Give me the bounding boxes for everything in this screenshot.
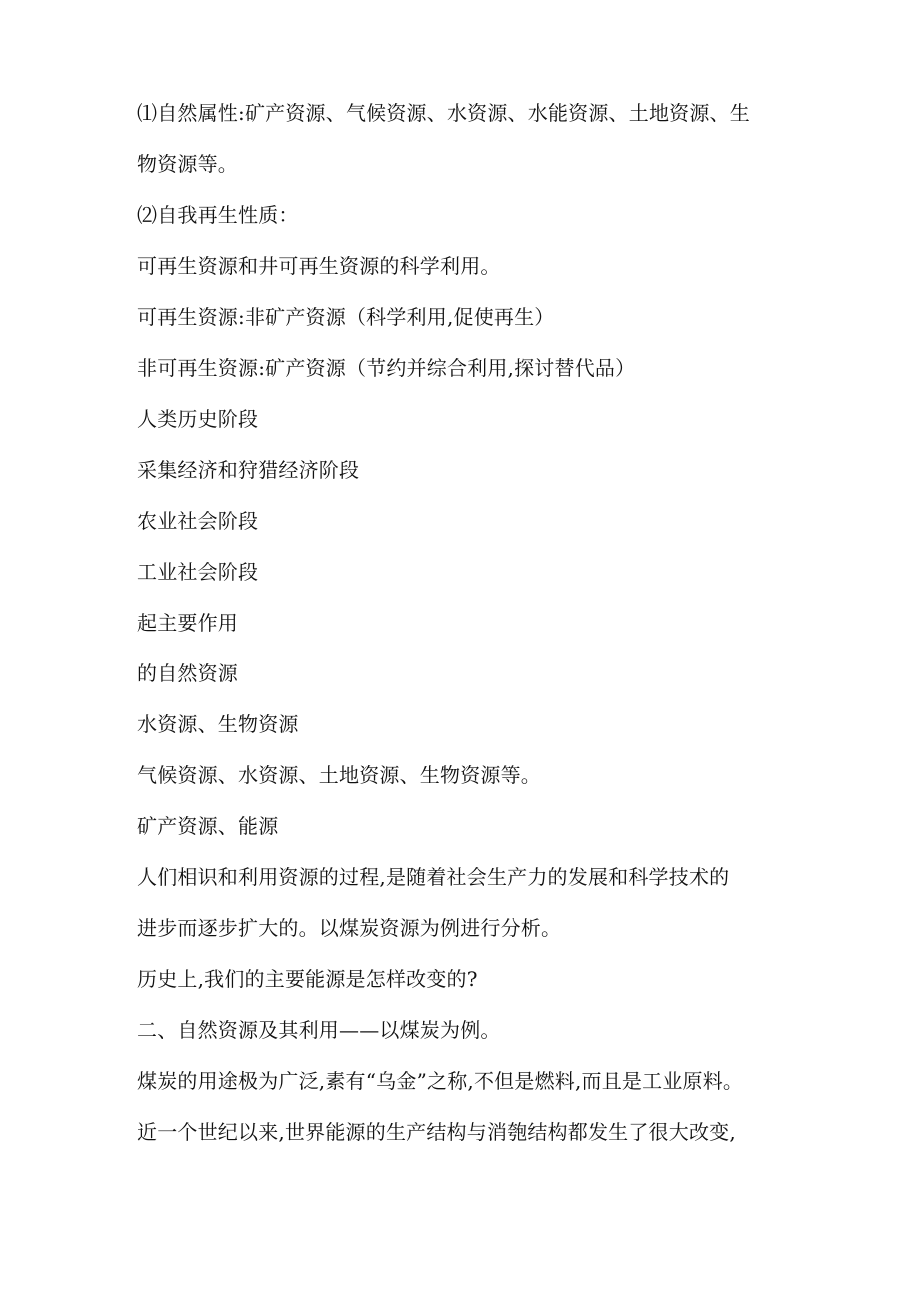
text-line: 起主要作用 [137, 611, 238, 635]
text-line: 农业社会阶段 [137, 509, 259, 533]
text-line: 的自然资源 [137, 661, 238, 685]
text-line: ⑵自我再生性质： [137, 203, 299, 227]
text-line: 非可再生资源:矿产资源（节约并综合利用,探讨替代品） [137, 356, 636, 380]
text-line: 煤炭的用途极为广泛,素有“乌金”之称,不但是燃料,而且是工业原料。 [137, 1069, 744, 1093]
text-line: 人们相识和利用资源的过程,是随着社会生产力的发展和科学技术的 [137, 865, 730, 889]
text-line: 气候资源、水资源、土地资源、生物资源等。 [137, 763, 541, 787]
text-line: 水资源、生物资源 [137, 712, 299, 736]
text-line: 工业社会阶段 [137, 560, 259, 584]
text-line: 进步而逐步扩大的。以煤炭资源为例进行分析。 [137, 916, 562, 940]
text-line: 采集经济和狩猎经济阶段 [137, 458, 360, 482]
text-line: ⑴自然属性:矿产资源、气候资源、水资源、水能资源、土地资源、生 [137, 101, 750, 125]
text-line: 物资源等。 [137, 152, 238, 176]
text-line: 二、自然资源及其利用——以煤炭为例。 [137, 1018, 501, 1042]
text-line: 可再生资源和井可再生资源的科学利用。 [137, 254, 501, 278]
text-line: 近一个世纪以来,世界能源的生产结构与消匏结构都发生了很大改变, [137, 1120, 736, 1144]
text-line: 矿产资源、能源 [137, 814, 279, 838]
text-line: 可再生资源:非矿产资源（科学利用,促使再生） [137, 305, 555, 329]
text-line: 人类历史阶段 [137, 407, 259, 431]
text-line: 历史上,我们的主要能源是怎样改变的? [137, 967, 478, 991]
